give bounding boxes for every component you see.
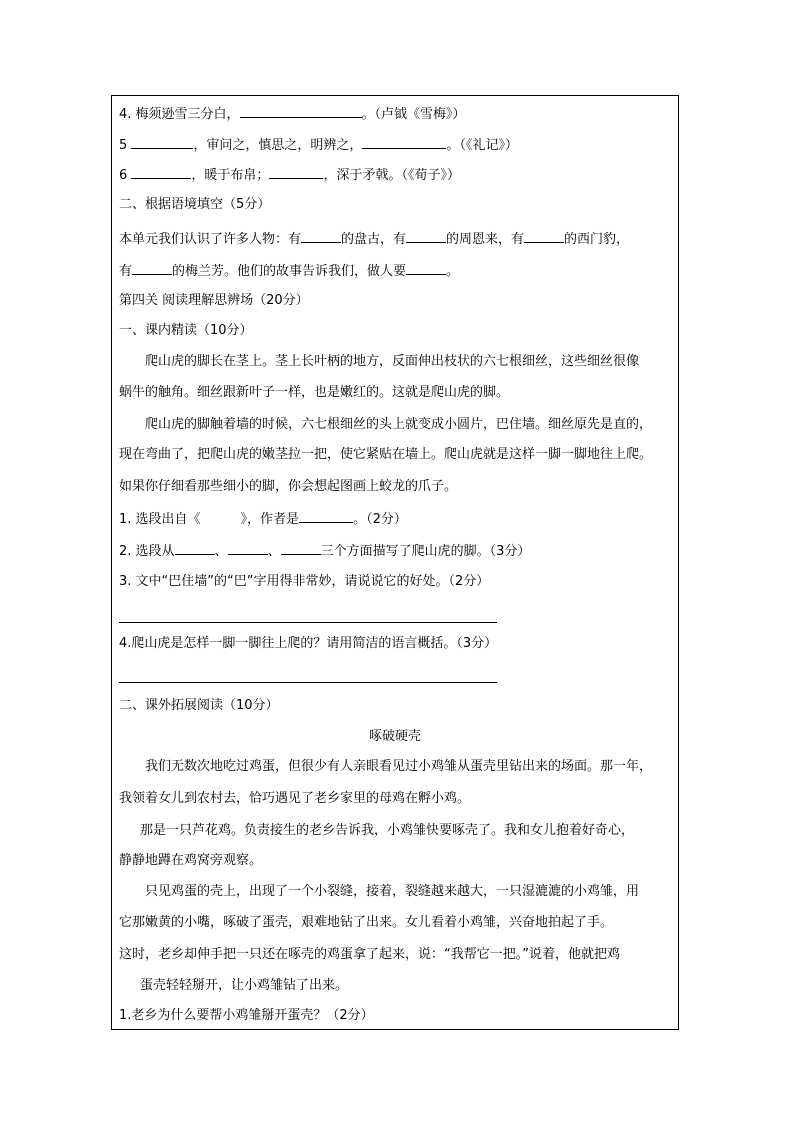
r1-q4-answer-line[interactable] bbox=[119, 682, 497, 683]
sec2-text-f: 的梅兰芳。他们的故事告诉我们，做人要 bbox=[172, 264, 407, 279]
reading-2-p3-line-2: 它那嫩黄的小嘴，啄破了蛋壳，艰难地钻了出来。女儿看着小鸡雏，兴奋地拍起了手。 bbox=[119, 915, 614, 930]
r1-q2-blank-1 bbox=[175, 540, 215, 555]
q5-blank-1 bbox=[131, 134, 193, 149]
reading-2-p2-line-1: 那是一只芦花鸡。负责接生的老乡告诉我，小鸡雏快要啄壳了。我和女儿抱着好奇心， bbox=[140, 823, 635, 838]
reading-1-p2-line-3: 如果你仔细看那些细小的脚，你会想起图画上蛟龙的爪子。 bbox=[119, 479, 458, 494]
reading-2-p3-line-1: 只见鸡蛋的壳上，出现了一个小裂缝，接着，裂缝越来越大，一只湿漉漉的小鸡雏，用 bbox=[145, 884, 640, 899]
r1-q3-text: 3. 文中“巴住墙”的“巴”字用得非常妙，请说说它的好处。（2分） bbox=[119, 574, 490, 589]
reading-2-p4-line-1: 这时，老乡却伸手把一只还在啄壳的鸡蛋拿了起来，说：“我帮它一把。”说着，他就把鸡 bbox=[119, 947, 620, 962]
sec2-blank-3 bbox=[524, 228, 564, 243]
sec2-text-g: 。 bbox=[446, 264, 460, 279]
r1-q2-line bbox=[119, 540, 530, 562]
sec2-text-e: 有 bbox=[119, 264, 133, 279]
r1-q2-blank-2 bbox=[228, 540, 268, 555]
q6-line bbox=[119, 164, 460, 186]
r1-q1-blank bbox=[299, 508, 353, 523]
sec2-blank-2 bbox=[406, 228, 446, 243]
q6-blank-2 bbox=[269, 164, 323, 179]
q4-line bbox=[119, 103, 466, 125]
sec2-text-d: 的西门豹， bbox=[564, 232, 630, 247]
q6-blank-1 bbox=[131, 164, 191, 179]
q4-text: 4. 梅须逊雪三分白， bbox=[119, 107, 240, 122]
r1-q1-text-c: 。（2分） bbox=[353, 512, 407, 527]
r1-q2-blank-3 bbox=[281, 540, 321, 555]
reading-2-title: 二、课外拓展阅读（10分） bbox=[119, 698, 279, 713]
reading-2-p4-line-2: 蛋壳轻轻掰开，让小鸡雏钻了出来。 bbox=[140, 978, 349, 993]
q6-number: 6 bbox=[119, 168, 128, 183]
r1-q3-answer-line[interactable] bbox=[119, 622, 497, 623]
part-4-title: 第四关 阅读理解思辨场（20分） bbox=[119, 293, 309, 308]
r1-q1-text-a: 1. 选段出自《 bbox=[119, 512, 201, 527]
sec2-blank-5 bbox=[406, 260, 446, 275]
r1-q2-text-a: 2. 选段从 bbox=[119, 544, 175, 559]
reading-2-p1-line-1: 我们无数次地吃过鸡蛋，但很少有人亲眼看见过小鸡雏从蛋壳里钻出来的场面。那一年， bbox=[145, 759, 653, 774]
reading-1-p2-line-2: 现在弯曲了，把爬山虎的嫩茎拉一把，使它紧贴在墙上。爬山虎就是这样一脚一脚地往上爬。 bbox=[119, 447, 653, 462]
q4-source: 。（卢钺《雪梅》） bbox=[361, 107, 466, 122]
sec2-blank-4 bbox=[132, 260, 172, 275]
section-2-title: 二、根据语境填空（5分） bbox=[119, 197, 271, 212]
r1-q2-sep-1: 、 bbox=[214, 544, 228, 559]
reading-2-p1-line-2: 我领着女儿到农村去，恰巧遇见了老乡家里的母鸡在孵小鸡。 bbox=[119, 791, 471, 806]
q5-source: 。（《礼记》） bbox=[446, 138, 518, 153]
sec2-line-2 bbox=[119, 260, 459, 282]
r2-q1-text: 1.老乡为什么要帮小鸡雏掰开蛋壳？（2分） bbox=[119, 1008, 374, 1023]
reading-1-title: 一、课内精读（10分） bbox=[119, 323, 253, 338]
sec2-text-a: 本单元我们认识了许多人物：有 bbox=[119, 232, 302, 247]
q4-blank bbox=[240, 103, 362, 118]
sec2-line-1 bbox=[119, 228, 629, 250]
r1-q2-text-b: 三个方面描写了爬山虎的脚。（3分） bbox=[320, 544, 531, 559]
passage-heading: 啄破硬壳 bbox=[368, 729, 421, 744]
r1-q2-sep-2: 、 bbox=[267, 544, 281, 559]
reading-2-p2-line-2: 静静地蹲在鸡窝旁观察。 bbox=[119, 853, 263, 868]
q5-text: ，审问之，慎思之，明辨之， bbox=[193, 138, 363, 153]
reading-1-p2-line-1: 爬山虎的脚触着墙的时候，六七根细丝的头上就变成小圆片，巴住墙。细丝原先是直的， bbox=[145, 417, 653, 432]
q5-blank-2 bbox=[362, 134, 446, 149]
q6-text: ，暖于布帛； bbox=[191, 168, 270, 183]
sec2-text-c: 的周恩来，有 bbox=[446, 232, 525, 247]
sec2-blank-1 bbox=[301, 228, 341, 243]
q5-number: 5 bbox=[119, 138, 128, 153]
reading-1-p1-line-1: 爬山虎的脚长在茎上。茎上长叶柄的地方，反面伸出枝状的六七根细丝，这些细丝很像 bbox=[145, 354, 640, 369]
r1-q1-line bbox=[119, 508, 407, 530]
reading-1-p1-line-2: 蜗牛的触角。细丝跟新叶子一样，也是嫩红的。这就是爬山虎的脚。 bbox=[119, 385, 510, 400]
r1-q4-text: 4.爬山虎是怎样一脚一脚往上爬的？请用简洁的语言概括。（3分） bbox=[119, 636, 498, 651]
q5-line bbox=[119, 134, 518, 156]
sec2-text-b: 的盘古，有 bbox=[341, 232, 407, 247]
q6-source: ，深于矛戟。（《荀子》） bbox=[323, 168, 460, 183]
r1-q1-text-b: 》，作者是 bbox=[240, 512, 300, 527]
